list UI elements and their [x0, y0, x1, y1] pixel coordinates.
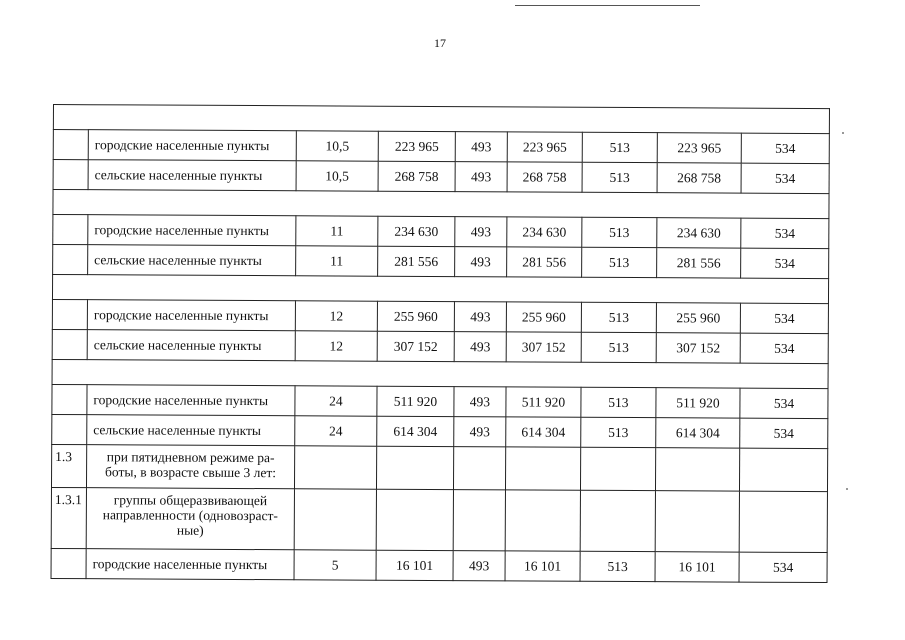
value-cell-7: 534 [740, 303, 828, 333]
value-cell-2: 234 630 [378, 216, 455, 246]
row-index-cell [51, 548, 86, 578]
value-cell-1: 12 [295, 331, 377, 361]
top-rule [515, 5, 700, 6]
value-cell-5: 513 [582, 217, 657, 247]
value-cell-1: 10,5 [296, 161, 378, 191]
value-cell-4: 511 920 [506, 387, 581, 417]
empty-cell [580, 447, 655, 490]
value-cell-2: 16 101 [376, 550, 453, 580]
value-cell-2: 511 920 [377, 386, 454, 416]
row-index-cell [52, 299, 87, 329]
value-cell-5: 513 [580, 551, 655, 581]
value-cell-2: 307 152 [377, 331, 454, 361]
value-cell-6: 234 630 [657, 218, 741, 248]
value-cell-4: 223 965 [507, 132, 582, 162]
table-row [53, 215, 829, 249]
value-cell-5: 513 [582, 247, 657, 277]
value-cell-4: 255 960 [506, 302, 581, 332]
value-cell-7: 534 [740, 388, 828, 418]
value-cell-4: 234 630 [507, 217, 582, 247]
value-cell-6: 255 960 [656, 303, 740, 333]
value-cell-2: 268 758 [378, 161, 455, 191]
value-cell-1: 11 [296, 246, 378, 276]
table-row [52, 329, 828, 363]
empty-cell [453, 447, 505, 490]
value-cell-2: 281 556 [378, 246, 455, 276]
value-cell-7: 534 [740, 333, 828, 363]
value-cell-2: 223 965 [378, 131, 455, 161]
value-cell-3: 493 [454, 332, 506, 362]
value-cell-5: 513 [581, 417, 656, 447]
section-title-cell: при пятидневном режиме ра- боты, в возрасте свыше 3 лет: [86, 445, 294, 489]
empty-cell [294, 489, 376, 550]
value-cell-6: 307 152 [656, 333, 740, 363]
row-index-cell [52, 384, 87, 414]
value-cell-4: 614 304 [506, 417, 581, 447]
value-cell-5: 513 [581, 332, 656, 362]
value-cell-1: 11 [296, 216, 378, 246]
value-cell-3: 493 [455, 132, 507, 162]
empty-cell [505, 490, 580, 551]
value-cell-6: 16 101 [655, 552, 739, 582]
section-number-cell: 1.3.1 [51, 487, 86, 548]
settlement-type-cell: городские населенные пункты [87, 385, 295, 416]
settlement-type-cell: сельские населенные пункты [87, 330, 295, 361]
table-row [52, 299, 828, 333]
row-index-cell [53, 215, 88, 245]
empty-cell [505, 447, 580, 490]
subsection-row [51, 487, 827, 552]
value-cell-5: 513 [581, 302, 656, 332]
value-cell-6: 223 965 [657, 133, 741, 163]
value-cell-1: 5 [294, 550, 376, 580]
value-cell-3: 493 [455, 217, 507, 247]
empty-cell [655, 491, 739, 552]
section-title-cell: группы общеразвивающей направленности (одновозраст- ные) [86, 488, 294, 550]
value-cell-1: 24 [295, 386, 377, 416]
value-cell-4: 268 758 [507, 162, 582, 192]
value-cell-3: 493 [455, 247, 507, 277]
value-cell-7: 534 [741, 248, 829, 278]
value-cell-7: 534 [739, 552, 827, 582]
tariff-table [51, 104, 831, 583]
settlement-type-cell: городские населенные пункты [87, 300, 295, 331]
empty-cell [739, 448, 827, 491]
value-cell-2: 614 304 [377, 416, 454, 446]
value-cell-7: 534 [741, 218, 829, 248]
empty-cell [376, 489, 453, 550]
settlement-type-cell: городские населенные пункты [88, 130, 296, 161]
page-number: 17 [434, 36, 446, 50]
value-cell-7: 534 [740, 418, 828, 448]
settlement-type-cell: городские населенные пункты [88, 215, 296, 246]
row-index-cell [53, 160, 88, 190]
value-cell-6: 268 758 [657, 163, 741, 193]
row-index-cell [53, 130, 88, 160]
scan-speck [846, 488, 848, 490]
value-cell-3: 493 [454, 387, 506, 417]
settlement-type-cell: сельские населенные пункты [88, 160, 296, 191]
value-cell-6: 281 556 [657, 248, 741, 278]
settlement-type-cell: сельские населенные пункты [87, 415, 295, 446]
value-cell-2: 255 960 [377, 301, 454, 331]
section-number-cell: 1.3 [51, 444, 86, 487]
table-row [52, 414, 828, 448]
scan-speck [842, 132, 844, 134]
empty-cell [294, 446, 376, 489]
value-cell-5: 513 [581, 387, 656, 417]
empty-cell [655, 448, 739, 491]
value-cell-4: 16 101 [505, 551, 580, 581]
table-body [51, 105, 830, 583]
value-cell-7: 534 [741, 163, 829, 193]
table-row [52, 384, 828, 418]
value-cell-4: 281 556 [507, 247, 582, 277]
value-cell-3: 493 [454, 302, 506, 332]
value-cell-3: 493 [453, 551, 505, 581]
row-index-cell [53, 245, 88, 275]
value-cell-1: 12 [295, 301, 377, 331]
table-row [51, 548, 827, 582]
empty-cell [580, 490, 655, 551]
empty-cell [453, 490, 505, 551]
value-cell-7: 534 [741, 133, 829, 163]
table-row [53, 245, 829, 279]
value-cell-1: 10,5 [296, 131, 378, 161]
row-index-cell [52, 329, 87, 359]
value-cell-4: 307 152 [506, 332, 581, 362]
settlement-type-cell: городские населенные пункты [86, 549, 294, 580]
value-cell-5: 513 [582, 162, 657, 192]
value-cell-1: 24 [295, 416, 377, 446]
value-cell-3: 493 [455, 162, 507, 192]
table-row [53, 130, 829, 164]
table-row [53, 160, 829, 194]
empty-cell [739, 491, 827, 552]
value-cell-6: 511 920 [656, 388, 740, 418]
section-row [51, 444, 827, 491]
row-index-cell [52, 414, 87, 444]
settlement-type-cell: сельские населенные пункты [88, 245, 296, 276]
value-cell-3: 493 [454, 417, 506, 447]
value-cell-5: 513 [582, 132, 657, 162]
value-cell-6: 614 304 [656, 418, 740, 448]
empty-cell [376, 446, 453, 489]
